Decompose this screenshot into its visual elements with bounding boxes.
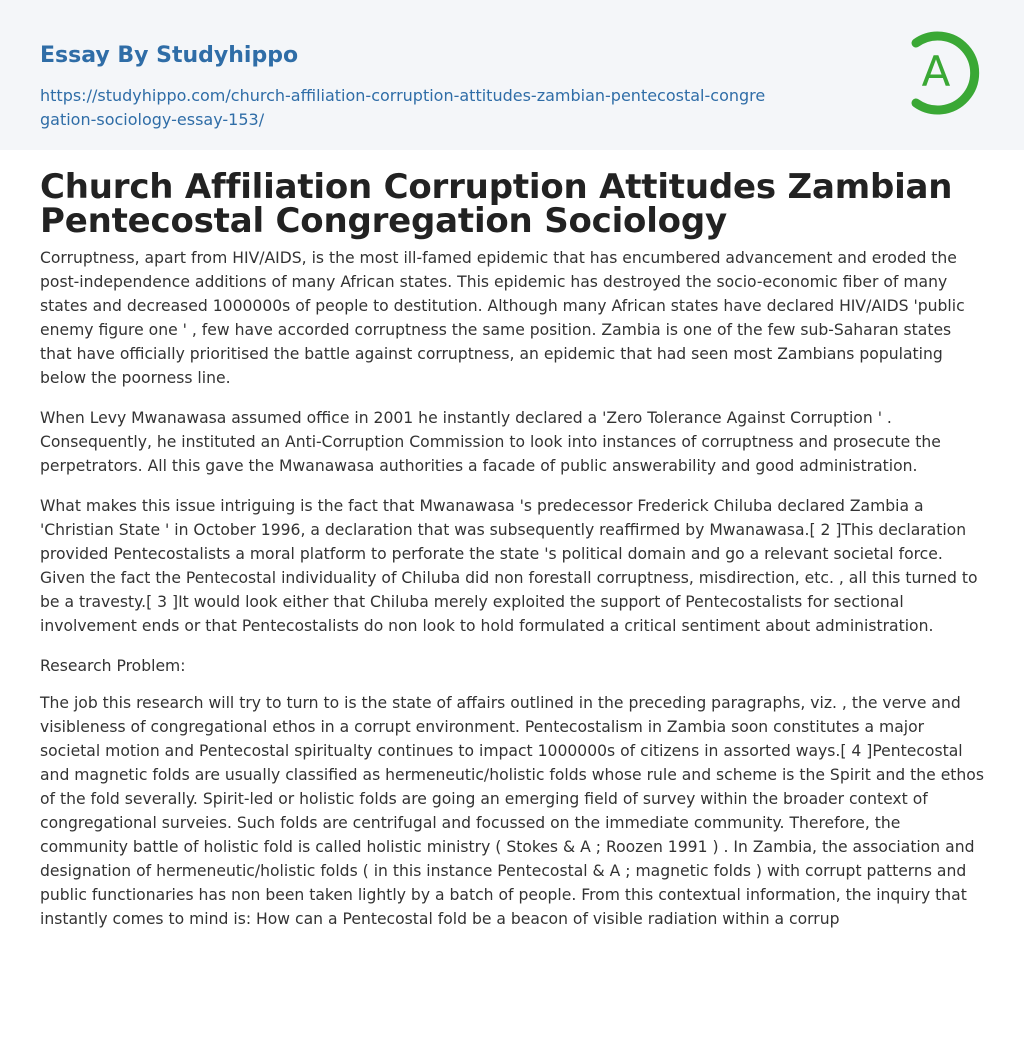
site-header bbox=[0, 0, 1024, 150]
paragraph-4: The job this research will try to turn to is the state of affairs outlined in the preceding paragraphs, viz. , the verve and visibleness of congregational ethos in a corrupt environment. Pentecostalism in Zambia soon constitutes a major societal motion and Pentecostal spiritualty continues to impact 1000000s of citizens in assorted ways.[ 4 ]Pentecostal and magnetic folds are usually classified as hermeneutic/holistic folds whose rule and scheme is the Spirit and the ethos of the fold severally. Spirit-led or holistic folds are going an emerging field of survey within the broader context of congregational surveies. Such folds are centrifugal and focussed on the immediate community. Therefore, the community battle of holistic fold is called holistic ministry ( Stokes & A ; Roozen 1991 ) . In Zambia, the association and designation of hermeneutic/holistic folds ( in this instance Pentecostal & A ; magnetic folds ) with corrupt patterns and public functionaries has non been taken lightly by a batch of people. From this contextual information, the inquiry that instantly comes to mind is: How can a Pentecostal fold be a beacon of visible radiation within a corrup bbox=[40, 694, 984, 928]
paragraph-1: Corruptness, apart from HIV/AIDS, is the most ill-famed epidemic that has encumbered advancement and eroded the post-independence additions of many African states. This epidemic has destroyed the socio-economic fiber of many states and decreased 1000000s of people to destitution. Although many African states have declared HIV/AIDS 'public enemy figure one ' , few have accorded corruptness the same position. Zambia is one of the few sub-Saharan states that have officially prioritised the battle against corruptness, an epidemic that had seen most Zambians populating below the poorness line. bbox=[40, 249, 965, 387]
logo-letter: A bbox=[921, 47, 951, 96]
essay-url-link[interactable]: https://studyhippo.com/church-affiliation-corruption-attitudes-zambian-pentecostal-congregation-sociology-essay-153/ bbox=[40, 86, 766, 129]
paragraph-2: When Levy Mwanawasa assumed office in 2001 he instantly declared a 'Zero Tolerance Against Corruption ' . Consequently, he instituted an Anti-Corruption Commission to look into instances of corruptness and prosecute the perpetrators. All this gave the Mwanawasa authorities a facade of public answerability and good administration. bbox=[40, 409, 941, 475]
article bbox=[0, 150, 1024, 931]
paragraph-3: What makes this issue intriguing is the fact that Mwanawasa 's predecessor Frederick Chiluba declared Zambia a 'Christian State ' in October 1996, a declaration that was subsequently reaffirmed by Mwanawasa.[ 2 ]This declaration provided Pentecostalists a moral platform to perforate the state 's political domain and go a relevant societal force. Given the fact the Pentecostal individuality of Chiluba did non forestall corruptness, misdirection, etc. , all this turned to be a travesty.[ 3 ]It would look either that Chiluba merely exploited the support of Pentecostalists for sectional involvement ends or that Pentecostalists do non look to hold formulated a critical sentiment about administration. bbox=[40, 497, 978, 635]
page-title: Church Affiliation Corruption Attitudes Zambian Pentecostal Congregation Sociology bbox=[40, 167, 953, 241]
logo-ring-icon bbox=[896, 28, 986, 118]
brand-title[interactable]: Essay By Studyhippo bbox=[40, 43, 299, 68]
studyhippo-logo[interactable] bbox=[896, 28, 986, 118]
research-problem-heading: Research Problem: bbox=[40, 657, 186, 675]
